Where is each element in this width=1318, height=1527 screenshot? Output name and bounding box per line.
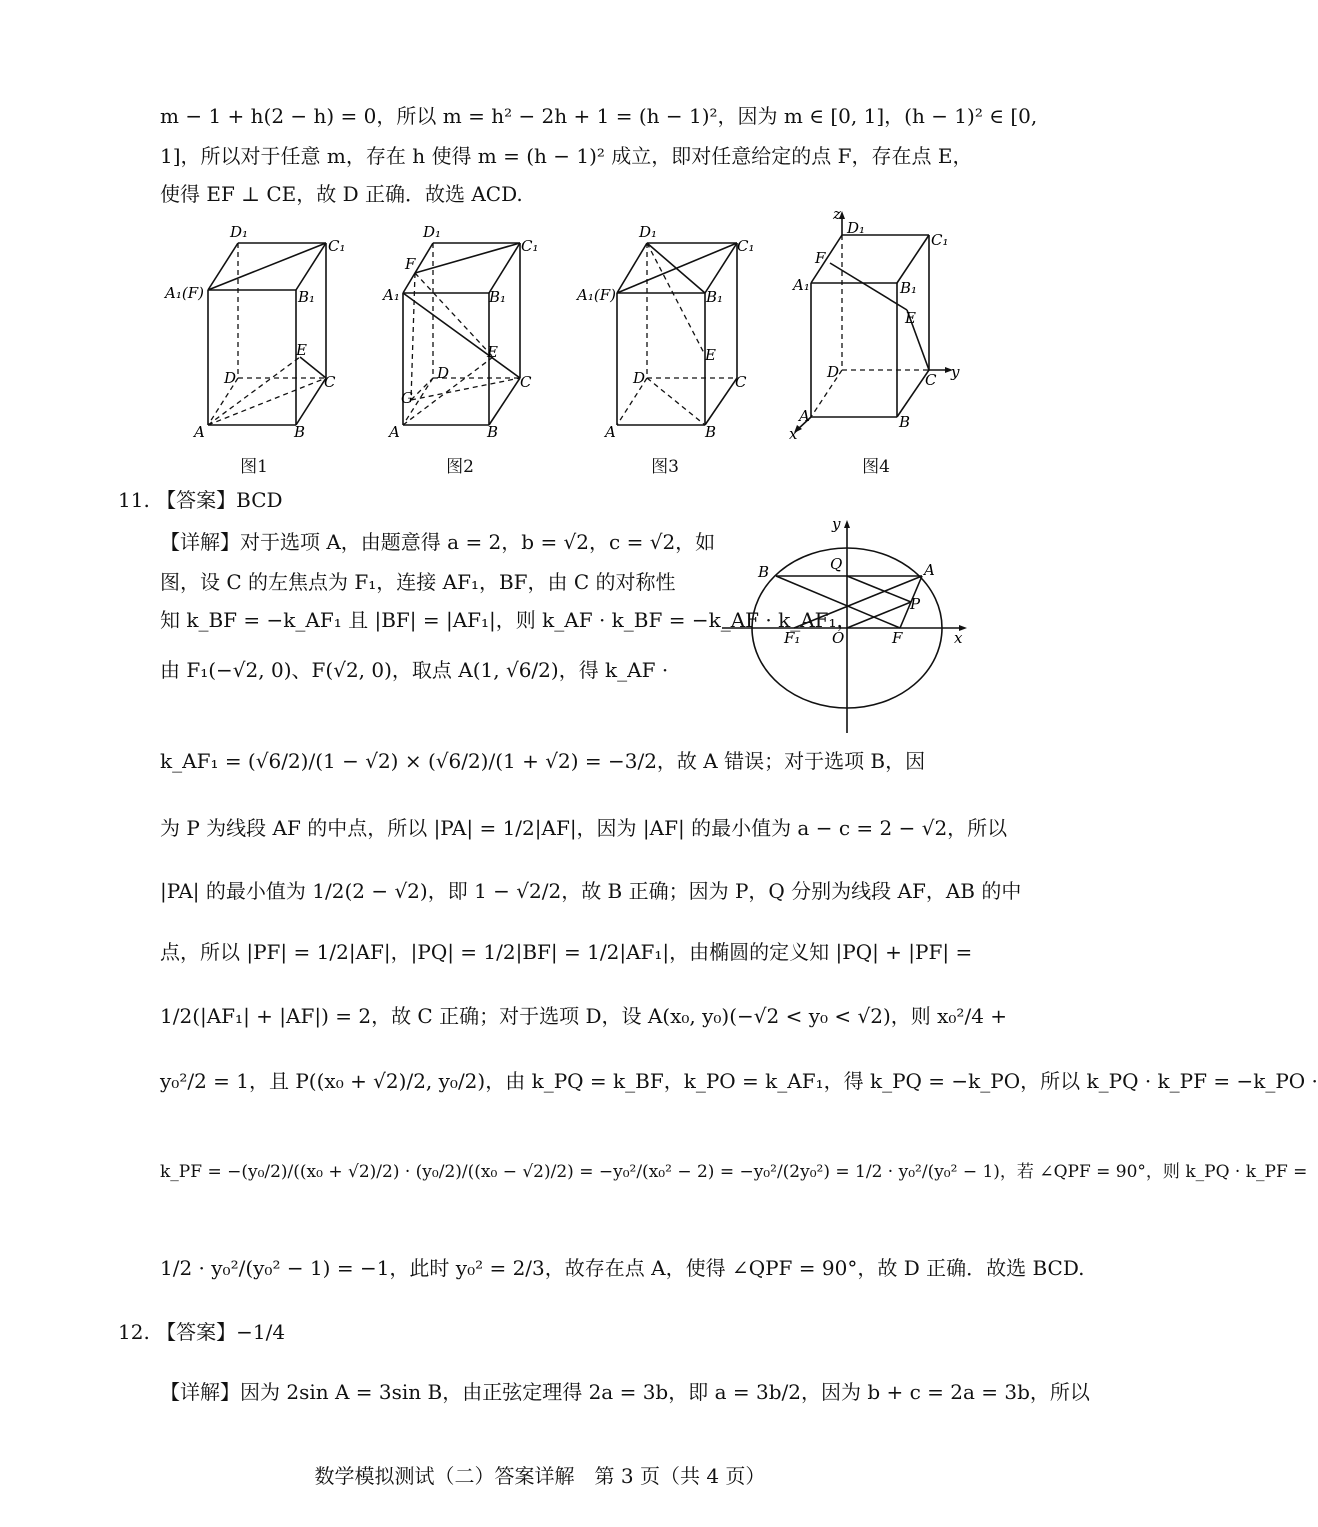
label-D1: D₁ [847, 219, 866, 237]
label-B: B [758, 563, 770, 581]
label-C1: C₁ [931, 231, 949, 249]
text-line-2: 1]，所以对于任意 m，存在 h 使得 m = (h − 1)² 成立，即对任意给定的点 F，存在点 E， [160, 144, 973, 168]
text-line-3: 使得 EF ⊥ CE，故 D 正确．故选 ACD. [160, 182, 523, 206]
label-G: G [401, 389, 413, 407]
label-A: A [389, 423, 400, 441]
q11-line-9: 1/2(|AF₁| + |AF|) = 2，故 C 正确；对于选项 D，设 A(x₀, y₀)(−√2 < y₀ < √2)，则 x₀²/4 + [160, 1004, 1008, 1028]
label-y: y [832, 515, 841, 533]
label-B: B [705, 423, 717, 441]
label-A1F: A₁(F) [165, 284, 204, 302]
figure-4-coordinate-prism [785, 205, 975, 443]
label-B1: B₁ [900, 279, 918, 297]
label-P: P [910, 595, 921, 613]
text-line-1: m − 1 + h(2 − h) = 0，所以 m = h² − 2h + 1 = (h − 1)²，因为 m ∈ [0, 1]，(h − 1)² ∈ [0, [160, 104, 1038, 128]
label-C: C [324, 373, 336, 391]
label-A1: A₁ [793, 276, 810, 294]
label-B1: B₁ [706, 288, 724, 306]
label-A: A [799, 407, 810, 425]
label-B1: B₁ [489, 288, 507, 306]
label-D: D [224, 369, 237, 387]
label-x: x [954, 629, 963, 647]
label-B1: B₁ [298, 288, 316, 306]
figure-4-caption: 图4 [862, 457, 890, 477]
label-C: C [925, 371, 937, 389]
page-footer: 数学模拟测试（二）答案详解 第 3 页（共 4 页） [314, 1464, 766, 1488]
label-D: D [633, 369, 646, 387]
label-A1: A₁ [383, 286, 400, 304]
label-C1: C₁ [328, 237, 346, 255]
q11-line-6: 为 P 为线段 AF 的中点，所以 |PA| = 1/2|AF|，因为 |AF| 的最小值为 a − c = 2 − √2，所以 [160, 816, 1008, 840]
label-F: F [892, 629, 903, 647]
q11-line-7: |PA| 的最小值为 1/2(2 − √2)，即 1 − √2/2，故 B 正确；因为 P，Q 分别为线段 AF，AB 的中 [160, 879, 1022, 903]
q11-line-12: 1/2 · y₀²/(y₀² − 1) = −1，此时 y₀² = 2/3，故存在点 A，使得 ∠QPF = 90°，故 D 正确．故选 BCD. [160, 1256, 1085, 1280]
figure-1-prism [160, 215, 350, 440]
label-D1: D₁ [639, 223, 658, 241]
label-F1: F₁ [784, 629, 801, 647]
q11-line-3: 知 k_BF = −k_AF₁ 且 |BF| = |AF₁|，则 k_AF · k_BF = −k_AF · k_AF₁， [160, 608, 857, 632]
label-A: A [924, 561, 935, 579]
figure-2-caption: 图2 [446, 457, 474, 477]
label-E: E [705, 346, 716, 364]
label-y: y [951, 363, 960, 381]
label-C1: C₁ [521, 237, 539, 255]
label-A: A [194, 423, 205, 441]
label-F: F [815, 249, 826, 267]
figure-2-prism [375, 215, 555, 440]
q11-answer: 11. 【答案】BCD [118, 488, 283, 512]
label-A1F: A₁(F) [577, 286, 616, 304]
label-B: B [487, 423, 499, 441]
q11-line-11: k_PF = −(y₀/2)/((x₀ + √2)/2) · (y₀/2)/((x₀ − √2)/2) = −y₀²/(x₀² − 2) = −y₀²/(2y₀²) = 1/2 · y₀²/(y₀² − 1)，若 ∠QPF = 90°，则 k_PQ · k_PF = [160, 1162, 1308, 1182]
label-C1: C₁ [737, 237, 755, 255]
label-z: z [833, 205, 841, 223]
label-C: C [735, 373, 747, 391]
q12-answer: 12. 【答案】−1/4 [118, 1320, 286, 1344]
q11-line-10: y₀²/2 = 1，且 P((x₀ + √2)/2, y₀/2)，由 k_PQ = k_BF，k_PO = k_AF₁，得 k_PQ = −k_PO，所以 k_PQ · k_PF = −k_PO · [160, 1069, 1318, 1093]
label-A: A [605, 423, 616, 441]
label-D1: D₁ [423, 223, 442, 241]
label-x: x [789, 425, 798, 443]
label-E: E [905, 309, 916, 327]
label-Q: Q [830, 555, 843, 573]
label-D: D [827, 363, 840, 381]
q11-line-5: k_AF₁ = (√6/2)/(1 − √2) × (√6/2)/(1 + √2) = −3/2，故 A 错误；对于选项 B，因 [160, 749, 926, 773]
q11-line-4: 由 F₁(−√2, 0)、F(√2, 0)，取点 A(1, √6/2)，得 k_AF · [160, 658, 669, 682]
figure-3-prism [575, 215, 765, 440]
label-D: D [437, 364, 450, 382]
label-F: F [405, 255, 416, 273]
label-B: B [899, 413, 911, 431]
q12-line-1: 【详解】因为 2sin A = 3sin B，由正弦定理得 2a = 3b，即 a = 3b/2，因为 b + c = 2a = 3b，所以 [160, 1380, 1090, 1404]
label-E: E [296, 341, 307, 359]
q11-line-1: 【详解】对于选项 A，由题意得 a = 2，b = √2，c = √2，如 [160, 530, 716, 554]
label-C: C [520, 373, 532, 391]
ellipse-figure [722, 515, 972, 740]
q11-line-2: 图，设 C 的左焦点为 F₁，连接 AF₁，BF，由 C 的对称性 [160, 570, 676, 594]
label-O: O [832, 629, 845, 647]
label-B: B [294, 423, 306, 441]
figure-1-caption: 图1 [240, 457, 268, 477]
label-D1: D₁ [230, 223, 249, 241]
q11-line-8: 点，所以 |PF| = 1/2|AF|，|PQ| = 1/2|BF| = 1/2|AF₁|，由椭圆的定义知 |PQ| + |PF| = [160, 940, 973, 964]
figure-3-caption: 图3 [651, 457, 679, 477]
label-E: E [487, 343, 498, 361]
